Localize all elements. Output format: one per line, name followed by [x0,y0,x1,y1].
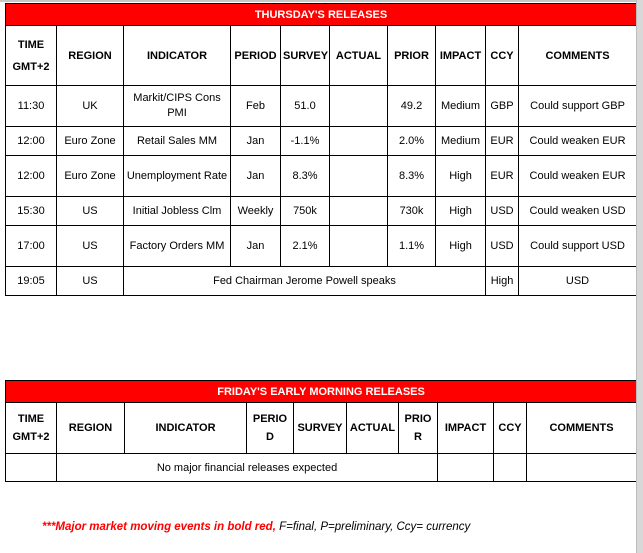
thursday-title: THURSDAY'S RELEASES [6,4,637,26]
header-period-line2: D [266,431,274,443]
friday-releases-table [5,380,637,482]
cell-survey: 750k [281,197,330,226]
header-region: REGION [57,26,124,86]
cell-period: Weekly [231,197,281,226]
thursday-title-row [6,4,637,26]
header-time-line2: GMT+2 [12,60,50,73]
cell-period: Jan [231,156,281,197]
cell-survey: 8.3% [281,156,330,197]
vertical-scrollbar[interactable] [636,0,643,553]
cell-region: US [57,197,124,226]
cell-comments: Could weaken USD [519,197,637,226]
cell-comments: Could support GBP [519,86,637,127]
header-ccy: CCY [486,26,519,86]
header-impact: IMPACT [436,26,486,86]
header-actual: ACTUAL [347,403,399,454]
friday-title: FRIDAY'S EARLY MORNING RELEASES [6,381,637,403]
cell-ccy: USD [486,226,519,267]
cell-indicator: Markit/CIPS Cons PMI [124,86,231,127]
table-row [6,226,637,267]
header-prior [399,403,438,454]
cell-impact: High [436,226,486,267]
cell-time: 12:00 [6,156,57,197]
header-impact: IMPACT [438,403,494,454]
cell-comments-empty [527,454,637,482]
cell-actual [330,197,388,226]
cell-prior: 2.0% [388,127,436,156]
cell-ccy: USD [519,267,637,296]
cell-prior: 8.3% [388,156,436,197]
cell-region: US [57,267,124,296]
header-indicator: INDICATOR [124,26,231,86]
cell-actual [330,226,388,267]
cell-actual [330,86,388,127]
cell-indicator: Initial Jobless Clm [124,197,231,226]
header-survey: SURVEY [281,26,330,86]
cell-impact: Medium [436,86,486,127]
cell-indicator: Retail Sales MM [124,127,231,156]
cell-comments: Could weaken EUR [519,127,637,156]
cell-impact: High [436,197,486,226]
thursday-header-row [6,26,637,86]
cell-ccy-empty [494,454,527,482]
top-border [0,0,643,2]
header-time-line2: GMT+2 [12,431,50,443]
cell-event: Fed Chairman Jerome Powell speaks [124,267,486,296]
cell-survey: 51.0 [281,86,330,127]
cell-period: Feb [231,86,281,127]
cell-indicator: Factory Orders MM [124,226,231,267]
header-period [247,403,294,454]
header-region: REGION [57,403,125,454]
table-row [6,127,637,156]
cell-prior: 1.1% [388,226,436,267]
header-ccy: CCY [494,403,527,454]
cell-survey: 2.1% [281,226,330,267]
footnote-legend: F=final, P=preliminary, Ccy= currency [275,521,471,533]
empty-releases-row [6,454,637,482]
friday-header-row [6,403,637,454]
cell-region: Euro Zone [57,127,124,156]
header-prior-line2: R [414,431,422,443]
cell-ccy: USD [486,197,519,226]
header-period: PERIOD [231,26,281,86]
cell-ccy: EUR [486,127,519,156]
cell-comments: Could support USD [519,226,637,267]
cell-prior: 730k [388,197,436,226]
cell-survey: -1.1% [281,127,330,156]
cell-impact-empty [438,454,494,482]
cell-period: Jan [231,226,281,267]
cell-ccy: EUR [486,156,519,197]
footnote-highlight: ***Major market moving events in bold red, [42,521,276,533]
cell-time-empty [6,454,57,482]
cell-time: 12:00 [6,127,57,156]
header-time [6,403,57,454]
cell-prior: 49.2 [388,86,436,127]
cell-actual [330,127,388,156]
speech-row [6,267,637,296]
cell-region: US [57,226,124,267]
cell-time: 19:05 [6,267,57,296]
header-comments: COMMENTS [519,26,637,86]
cell-impact: High [436,156,486,197]
cell-impact: Medium [436,127,486,156]
cell-ccy: GBP [486,86,519,127]
table-row [6,156,637,197]
header-time-line1: TIME [17,38,45,51]
header-comments: COMMENTS [527,403,637,454]
cell-region: UK [57,86,124,127]
header-period-line1: PERIO [252,413,288,425]
header-prior-line1: PRIO [404,413,432,425]
friday-title-row [6,381,637,403]
cell-period: Jan [231,127,281,156]
no-releases-message: No major financial releases expected [57,454,438,482]
header-indicator: INDICATOR [125,403,247,454]
cell-actual [330,156,388,197]
cell-impact: High [486,267,519,296]
cell-time: 17:00 [6,226,57,267]
thursday-releases-table [5,3,637,296]
cell-comments: Could weaken EUR [519,156,637,197]
header-prior: PRIOR [388,26,436,86]
cell-time: 11:30 [6,86,57,127]
cell-region: Euro Zone [57,156,124,197]
header-time [6,26,57,86]
cell-time: 15:30 [6,197,57,226]
header-time-line1: TIME [17,413,45,425]
cell-indicator: Unemployment Rate [124,156,231,197]
table-row [6,86,637,127]
header-survey: SURVEY [294,403,347,454]
header-actual: ACTUAL [330,26,388,86]
table-row [6,197,637,226]
footnote [42,521,470,533]
